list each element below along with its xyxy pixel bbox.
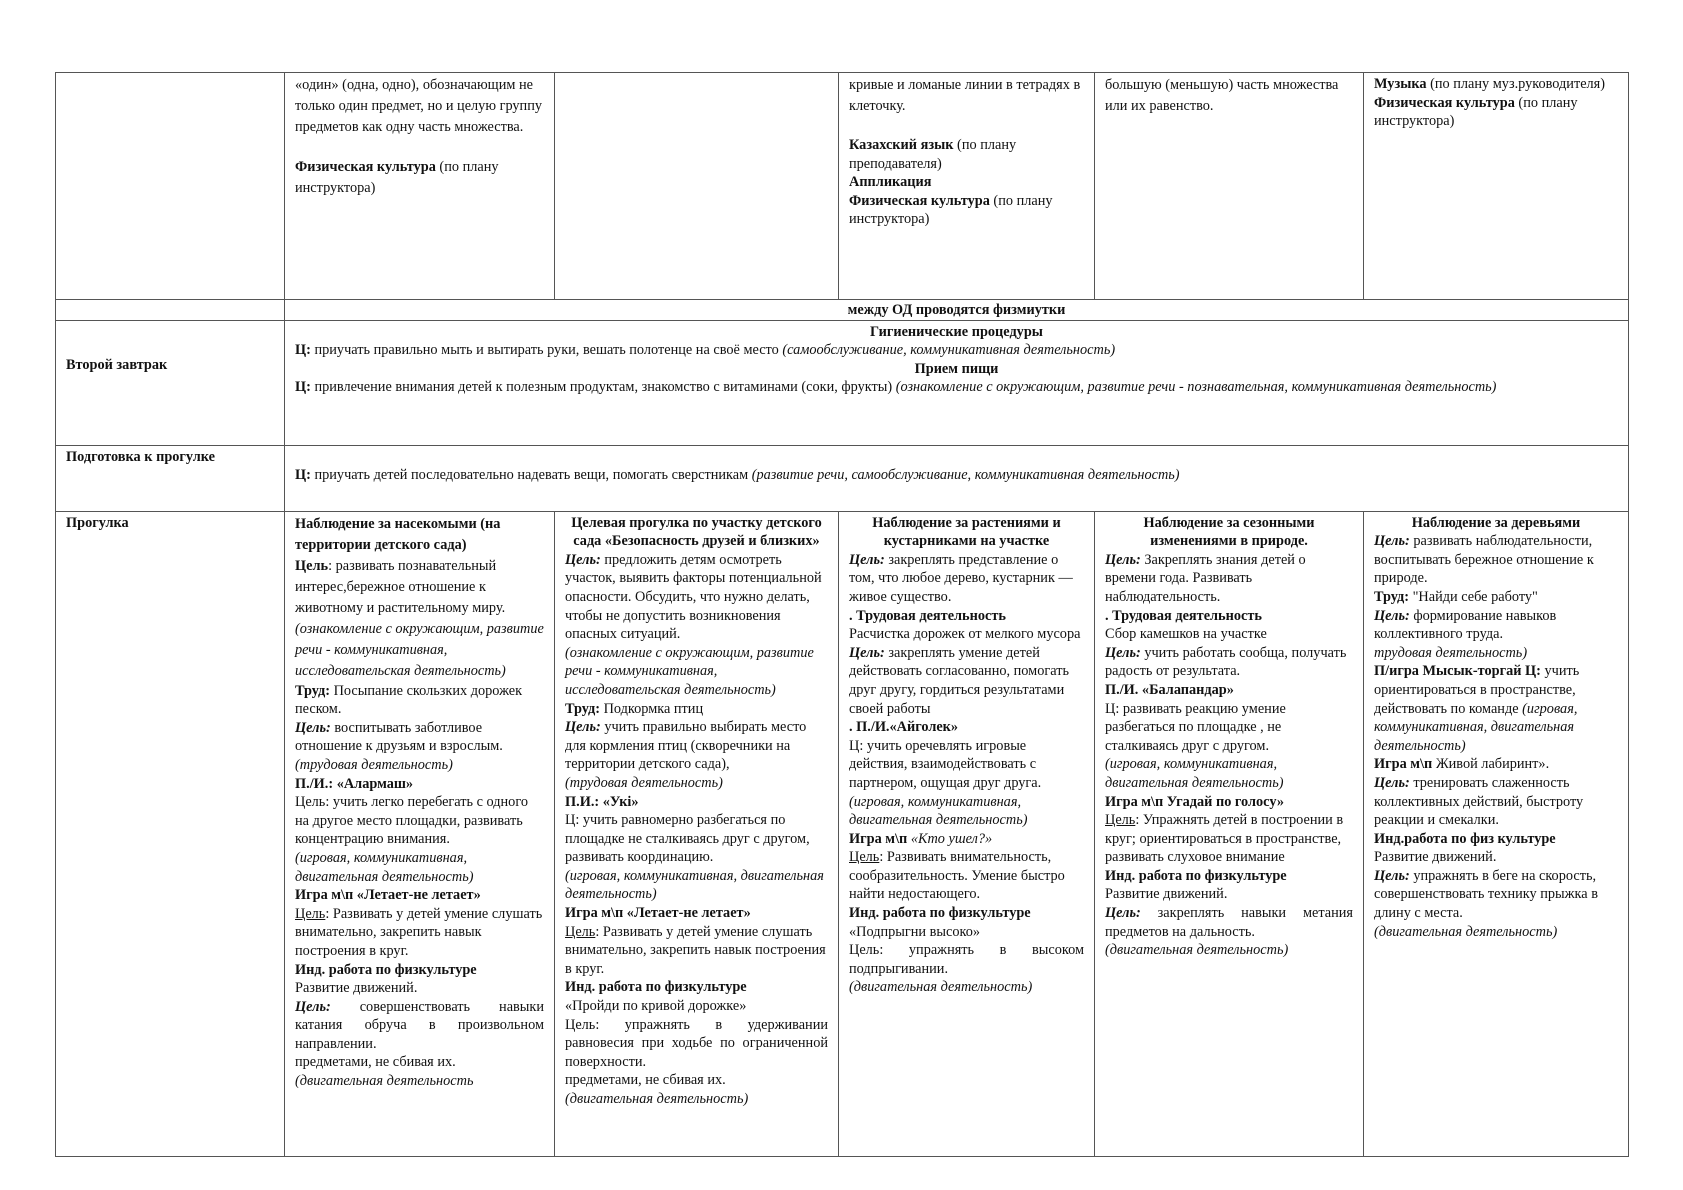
activity-note: (двигательная деятельность): [1105, 942, 1289, 959]
labor-text: Подкормка птиц: [600, 700, 704, 717]
labor-goal: [849, 644, 1084, 718]
individual-work-goal: [1105, 904, 1353, 941]
individual-work-text: Развитие движений.: [1105, 886, 1228, 903]
labor-title: . Трудовая деятельность: [1105, 607, 1262, 624]
activity-note: (двигательная деятельность): [565, 1091, 749, 1107]
goal-label: Цель: [295, 557, 329, 574]
low-mobility-game-title: Игра м\п: [1374, 756, 1433, 773]
walk-prep-content: [285, 445, 1629, 511]
od-cell-4: [1095, 73, 1364, 300]
low-mobility-game-goal: [849, 848, 1084, 904]
individual-work-text: «Подпрыгни высоко»: [849, 923, 980, 940]
observation-title: Наблюдение за насекомыми (на территории детского сада): [295, 515, 501, 553]
od-cell-3-text: кривые и ломаные линии в тетрадях в клеточку.: [849, 77, 1081, 114]
schedule-table: [55, 72, 1629, 1157]
goal-text: приучать правильно мыть и вытирать руки, вешать полотенце на своё место: [310, 342, 783, 359]
goal-text: развивать наблюдательности, воспитывать бережное отношение к природе.: [1374, 533, 1594, 587]
activity-note: (двигательная деятельность): [849, 979, 1033, 996]
activity-note: (самообслуживание, коммуникативная деятельность): [782, 342, 1116, 359]
fiz-rest: (по плану инструктора): [295, 159, 499, 196]
od-cell-5: [1364, 73, 1629, 300]
observation-goal: [1374, 532, 1618, 588]
outdoor-game-goal: Ц: развивать реакцию умение разбегаться по площадке , не сталкиваясь друг с другом.: [1105, 700, 1286, 754]
labor-goal: [1105, 644, 1353, 681]
music-rest: (по плану муз.руководителя): [1426, 76, 1606, 92]
goal-label: Ц:: [295, 342, 311, 359]
labor-label: Труд:: [1374, 588, 1409, 605]
outdoor-game-title: П./И. «Балапандар»: [1105, 681, 1234, 698]
goal-label: Цель:: [1374, 607, 1410, 624]
individual-work-goal: Цель: упражнять в удерживании равновесия при ходьбе по ограниченной поверхности.: [565, 1016, 828, 1070]
outdoor-game-goal: учить ориентироваться в пространстве, действовать по команде: [1374, 663, 1580, 717]
row-label-empty: [56, 73, 285, 300]
fizminutki-note: между ОД проводятся физмиутки: [285, 300, 1629, 321]
fiz-title: Физическая культура: [1374, 94, 1515, 111]
goal-text: воспитывать заботливое отношение к друзьям и взрослым.: [295, 719, 503, 755]
fiz-rest: (по плану инструктора): [849, 192, 1053, 228]
walk-row: [56, 511, 1629, 1156]
individual-work-extra: предметами, не сбивая их.: [295, 1054, 456, 1071]
outdoor-game-goal: Ц: учить равномерно разбегаться по площадке не сталкиваясь друг с другом, развивать координацию.: [565, 812, 810, 866]
goal-label: Цель: [565, 923, 596, 940]
goal-text: учить работать сообща, получать радость от результата.: [1105, 644, 1347, 680]
music-title: Музыка: [1374, 76, 1427, 92]
individual-work-title: Инд. работа по физкультуре: [295, 961, 477, 978]
activity-note: (двигательная деятельность: [295, 1073, 474, 1090]
individual-work-title: Инд. работа по физкультуре: [849, 905, 1031, 922]
goal-label: Цель: [1105, 812, 1136, 829]
od-cell-2: [555, 73, 839, 300]
labor: [565, 700, 828, 719]
goal-label: Цель:: [849, 551, 885, 568]
walk-day-4: [1095, 511, 1364, 1156]
observation-goal: [295, 556, 544, 619]
od-cell-5-music: [1374, 75, 1618, 94]
goal-text: : Развивать у детей умение слушать внимательно, закрепить навык построения в круг.: [295, 905, 543, 959]
walk-prep-row: [56, 445, 1629, 511]
meal-title: Прием пищи: [914, 360, 999, 377]
labor-goal: [1374, 607, 1618, 644]
goal-text: : Развивать внимательность, сообразительность. Умение быстро найти недостающего.: [849, 849, 1065, 903]
goal-text: закреплять умение детей действовать согласованно, помогать друг другу, гордиться результатами своей работы: [849, 644, 1069, 717]
individual-work-title: Инд.работа по физ культуре: [1374, 830, 1556, 847]
goal-label: Цель: [295, 905, 326, 922]
goal-text: закреплять представление о том, что любое дерево, кустарник — живое существо.: [849, 551, 1073, 605]
od-cell-4-text: большую (меньшую) часть множества или их равенство.: [1105, 77, 1339, 114]
row-label-empty: [56, 300, 285, 321]
individual-work-title: Инд. работа по физкультуре: [565, 979, 747, 996]
goal-label: Цель:: [1105, 905, 1141, 922]
goal-text: предложить детям осмотреть участок, выявить факторы потенциальной опасности. Обсудить, что нужно делать, чтобы не допустить возникновения опасных ситуаций.: [565, 551, 822, 643]
walk-day-2: [555, 511, 839, 1156]
row-label-walk: Прогулка: [56, 511, 285, 1156]
od-cell-3-kaz: [849, 136, 1084, 173]
labor: [295, 682, 544, 719]
goal-label: Цель:: [295, 998, 331, 1015]
goal-text: тренировать слаженность коллективных действий, быстроту реакции и смекалки.: [1374, 774, 1584, 829]
low-mobility-game-goal: [565, 923, 828, 979]
walk-day-1: [285, 511, 555, 1156]
activity-note: (игровая, коммуникативная, двигательная деятельность): [1105, 756, 1284, 791]
outdoor-game-goal: Ц: учить оречевлять игровые действия, взаимодействовать с партнером, ощущая друг друга.: [849, 737, 1042, 791]
od-cell-5-fiz: [1374, 94, 1618, 131]
individual-work-goal: [295, 998, 544, 1054]
labor-title: . Трудовая деятельность: [849, 607, 1006, 624]
activity-note: (игровая, коммуникативная, двигательная деятельность): [295, 849, 474, 885]
observation-title: Наблюдение за растениями и кустарниками на участке: [872, 514, 1061, 550]
labor-text: Расчистка дорожек от мелкого мусора: [849, 626, 1081, 643]
fizminutki-row: [56, 300, 1629, 321]
goal-label: Цель:: [565, 719, 601, 736]
activity-note: (ознакомление с окружающим, развитие речи - познавательная, коммуникативная деятельность): [895, 379, 1497, 396]
low-mobility-game-name: Живой лабиринт».: [1432, 756, 1550, 773]
walk-day-3: [839, 511, 1095, 1156]
goal-text: учить правильно выбирать место для кормления птиц (скворечники на территории детского сада),: [565, 719, 807, 773]
fiz-rest: (по плану инструктора): [1374, 94, 1578, 130]
row-label-second-breakfast: Второй завтрак: [56, 320, 285, 445]
activity-note: трудовая деятельность): [1374, 644, 1528, 661]
second-breakfast-content: [285, 320, 1629, 445]
outdoor-game-title: . П./И.«Айголек»: [849, 719, 959, 736]
low-mobility-game-name: «Кто ушел?»: [910, 830, 993, 847]
hygiene-goal: [295, 341, 1618, 360]
od-cell-1-fiz: [295, 157, 544, 199]
individual-work-goal: [1374, 867, 1618, 923]
individual-work-text: Развитие движений.: [295, 980, 418, 997]
individual-work-text: Развитие движений.: [1374, 849, 1497, 866]
activity-note: (развитие речи, самообслуживание, коммуникативная деятельность): [751, 466, 1180, 483]
walk-day-5: [1364, 511, 1629, 1156]
hygiene-title: Гигиенические процедуры: [870, 323, 1043, 340]
goal-text: совершенствовать навыки катания обруча в произвольном направлении.: [295, 998, 544, 1052]
od-cell-3-fiz: [849, 192, 1084, 229]
od-cell-1-text: «один» (одна, одно), обозначающим не только один предмет, но и целую группу предметов как одну часть множества.: [295, 77, 543, 135]
goal-label: Ц:: [295, 379, 311, 396]
goal-text: приучать детей последовательно надевать вещи, помогать сверстникам: [310, 466, 752, 483]
labor-label: Труд:: [295, 682, 330, 699]
od-cell-3: [839, 73, 1095, 300]
observation-title: Наблюдение за деревьями: [1411, 514, 1581, 531]
low-mobility-game-title: Игра м\п «Летает-не летает»: [565, 905, 751, 922]
goal-label: Цель:: [1374, 533, 1410, 550]
goal-label: Цель:: [295, 719, 331, 736]
meal-goal: [295, 378, 1618, 397]
labor-text: Посыпание скользких дорожек песком.: [295, 682, 523, 718]
labor-text: "Найди себе работу": [1409, 588, 1538, 605]
observation-goal: [565, 551, 828, 644]
low-mobility-game: [1374, 755, 1618, 774]
goal-text: упражнять в беге на скорость, совершенствовать технику прыжка в длину с места.: [1374, 867, 1598, 922]
goal-label: Цель:: [1105, 644, 1141, 661]
outdoor-game: [1374, 662, 1618, 755]
fiz-title: Физическая культура: [849, 192, 990, 209]
goal-text: Закреплять знания детей о времени года. Развивать наблюдательность.: [1105, 551, 1306, 605]
goal-label: Цель:: [1374, 867, 1410, 884]
goal-label: Ц:: [295, 466, 311, 483]
goal-label: Цель:: [565, 551, 601, 568]
goal-label: Цель:: [1374, 774, 1410, 791]
activity-note: (игровая, коммуникативная, двигательная деятельность): [1374, 700, 1578, 754]
observation-goal: [849, 551, 1084, 607]
goal-text: : Упражнять детей в построении в круг; ориентироваться в пространстве, развивать слуховое внимание: [1105, 812, 1344, 866]
low-mobility-game-goal: [1105, 811, 1353, 867]
activity-note: (ознакомление с окружающим, развитие речи - коммуникативная, исследовательская деятельность): [295, 620, 544, 679]
low-mobility-game-goal: [295, 905, 544, 961]
individual-work-title: Инд. работа по физкультуре: [1105, 867, 1287, 884]
row-label-walk-prep: Подготовка к прогулке: [56, 445, 285, 511]
outdoor-game-goal: Цель: учить легко перебегать с одного на другое место площадки, развивать концентрацию внимания.: [295, 794, 528, 848]
goal-text: формирование навыков коллективного труда.: [1374, 607, 1557, 643]
outdoor-game-title: П.И.: «Укі»: [565, 793, 639, 810]
kaz-title: Казахский язык: [849, 137, 954, 153]
observation-title: Целевая прогулка по участку детского сада «Безопасность друзей и близких»: [571, 514, 822, 550]
goal-text: : Развивать у детей умение слушать внимательно, закрепить навык построения в круг.: [565, 923, 826, 977]
goal-label: Цель: [849, 849, 880, 866]
activity-note: (игровая, коммуникативная, двигательная деятельность): [565, 867, 824, 903]
low-mobility-game-title: Игра м\п Угадай по голосу»: [1105, 793, 1284, 810]
labor-label: Труд:: [565, 700, 600, 717]
activity-note: (двигательная деятельность): [1374, 923, 1558, 940]
labor-text: Сбор камешков на участке: [1105, 626, 1267, 643]
labor-goal: [295, 719, 544, 756]
activity-note: (ознакомление с окружающим, развитие речи - коммуникативная, исследовательская деятельность): [565, 644, 814, 698]
second-breakfast-row: [56, 320, 1629, 445]
kaz-rest: (по плану преподавателя): [849, 137, 1017, 172]
individual-work-extra: предметами, не сбивая их.: [565, 1072, 726, 1089]
activity-note: (игровая, коммуникативная, двигательная деятельность): [849, 793, 1028, 829]
observation-goal: [1105, 551, 1353, 607]
goal-text: : развивать познавательный интерес,бережное отношение к животному и растительному миру.: [295, 557, 506, 616]
outdoor-game-title: П./И.: «Алармаш»: [295, 775, 414, 792]
fiz-title: Физическая культура: [295, 159, 436, 175]
goal-label: Цель:: [1105, 551, 1141, 568]
labor-goal: [565, 718, 828, 774]
appl-title: Аппликация: [849, 174, 932, 191]
individual-work-goal: Цель: упражнять в высоком подпрыгивании.: [849, 942, 1084, 977]
low-mobility-game-goal: [1374, 774, 1618, 830]
od-continuation-row: [56, 73, 1629, 300]
goal-label: Цель:: [849, 644, 885, 661]
low-mobility-game: [849, 830, 1084, 849]
labor: [1374, 588, 1618, 607]
low-mobility-game-title: Игра м\п «Летает-не летает»: [295, 887, 481, 904]
od-cell-1: [285, 73, 555, 300]
observation-title: Наблюдение за сезонными изменениями в природе.: [1143, 514, 1315, 550]
low-mobility-game-title: Игра м\п: [849, 830, 911, 847]
goal-text: привлечение внимания детей к полезным продуктам, знакомство с витаминами (соки, фрукты): [310, 379, 896, 396]
individual-work-text: «Пройди по кривой дорожке»: [565, 998, 747, 1015]
outdoor-game-title: П/игра Мысык-торгай Ц:: [1374, 663, 1541, 680]
goal-text: закреплять навыки метания предметов на дальность.: [1105, 905, 1353, 940]
activity-note: (трудовая деятельность): [565, 774, 723, 791]
activity-note: (трудовая деятельность): [295, 756, 453, 773]
